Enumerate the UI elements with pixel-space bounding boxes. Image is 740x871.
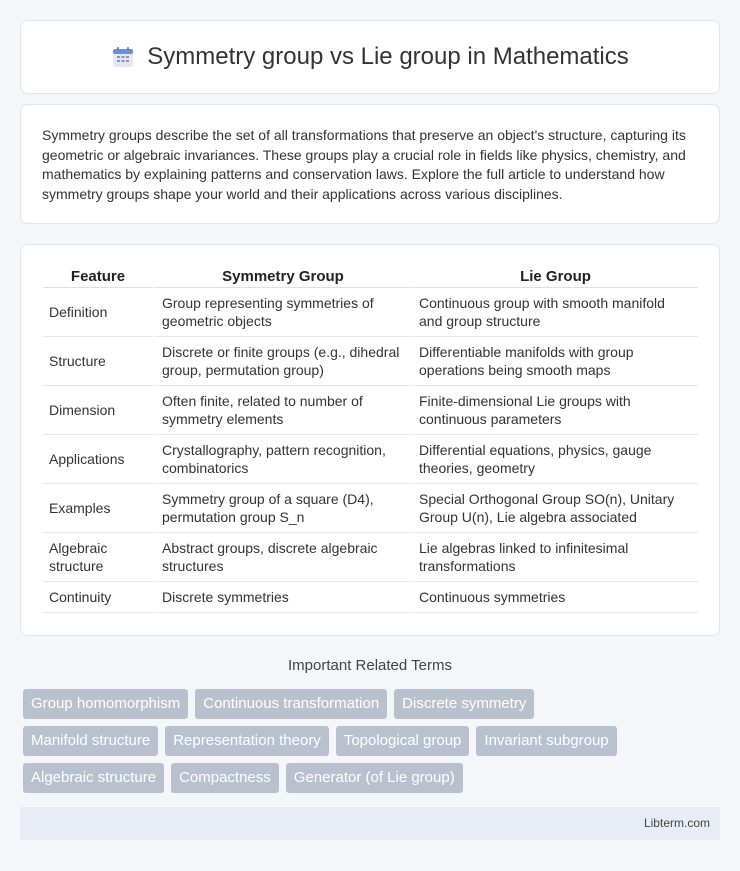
- row-feature: Continuity: [43, 582, 153, 613]
- row-symmetry: Group representing symmetries of geometric objects: [153, 288, 410, 337]
- tag-row: [23, 689, 723, 719]
- row-lie: Special Orthogonal Group SO(n), Unitary Group U(n), Lie algebra associated: [410, 484, 698, 533]
- row-feature: Definition: [43, 288, 153, 337]
- tag-discrete-symmetry[interactable]: Discrete symmetry: [394, 689, 534, 719]
- page-title: Symmetry group vs Lie group in Mathematics: [147, 43, 629, 70]
- table-row: [43, 337, 698, 386]
- row-feature: Examples: [43, 484, 153, 533]
- comparison-table-card: [20, 244, 720, 636]
- row-lie: Continuous symmetries: [410, 582, 698, 613]
- table-row: [43, 435, 698, 484]
- row-feature: Structure: [43, 337, 153, 386]
- title-card: [20, 20, 720, 94]
- table-row: [43, 386, 698, 435]
- intro-card: [20, 104, 720, 224]
- calendar-icon: [111, 45, 135, 69]
- header-symmetry-group: Symmetry Group: [153, 265, 410, 288]
- tag-invariant-subgroup[interactable]: Invariant subgroup: [476, 726, 616, 756]
- row-feature: Applications: [43, 435, 153, 484]
- tag-group-homomorphism[interactable]: Group homomorphism: [23, 689, 188, 719]
- row-feature: Dimension: [43, 386, 153, 435]
- row-symmetry: Discrete or finite groups (e.g., dihedral group, permutation group): [153, 337, 410, 386]
- tag-representation-theory[interactable]: Representation theory: [165, 726, 329, 756]
- intro-text: Symmetry groups describe the set of all transformations that preserve an object's structure, capturing its geometric or algebraic invariances. These groups play a crucial role in fields like physics, chemistry, and mathematics by explaining patterns and conservation laws. Explore the full article to understand how symmetry groups shape your world and their applications across various disciplines.: [42, 127, 686, 202]
- tag-topological-group[interactable]: Topological group: [336, 726, 470, 756]
- row-lie: Lie algebras linked to infinitesimal transformations: [410, 533, 698, 582]
- table-header-row: [43, 265, 698, 288]
- tag-generator-lie-group[interactable]: Generator (of Lie group): [286, 763, 463, 793]
- tag-continuous-transformation[interactable]: Continuous transformation: [195, 689, 387, 719]
- related-terms-tags: [23, 689, 723, 800]
- tag-row: [23, 763, 723, 793]
- row-lie: Differentiable manifolds with group operations being smooth maps: [410, 337, 698, 386]
- tag-manifold-structure[interactable]: Manifold structure: [23, 726, 158, 756]
- table-row: [43, 484, 698, 533]
- header-feature: Feature: [43, 265, 153, 288]
- table-row: [43, 533, 698, 582]
- tag-algebraic-structure[interactable]: Algebraic structure: [23, 763, 164, 793]
- comparison-table: [43, 265, 698, 613]
- row-feature: Algebraic structure: [43, 533, 153, 582]
- table-row: [43, 288, 698, 337]
- header-lie-group: Lie Group: [410, 265, 698, 288]
- table-row: [43, 582, 698, 613]
- row-lie: Continuous group with smooth manifold and group structure: [410, 288, 698, 337]
- tag-row: [23, 726, 723, 756]
- related-terms-heading: Important Related Terms: [288, 657, 452, 674]
- row-symmetry: Abstract groups, discrete algebraic structures: [153, 533, 410, 582]
- row-symmetry: Often finite, related to number of symmetry elements: [153, 386, 410, 435]
- row-symmetry: Crystallography, pattern recognition, combinatorics: [153, 435, 410, 484]
- footer-site-link[interactable]: Libterm.com: [643, 816, 710, 830]
- tag-compactness[interactable]: Compactness: [171, 763, 279, 793]
- row-lie: Differential equations, physics, gauge theories, geometry: [410, 435, 698, 484]
- row-lie: Finite-dimensional Lie groups with continuous parameters: [410, 386, 698, 435]
- row-symmetry: Discrete symmetries: [153, 582, 410, 613]
- footer: [20, 807, 720, 840]
- row-symmetry: Symmetry group of a square (D4), permutation group S_n: [153, 484, 410, 533]
